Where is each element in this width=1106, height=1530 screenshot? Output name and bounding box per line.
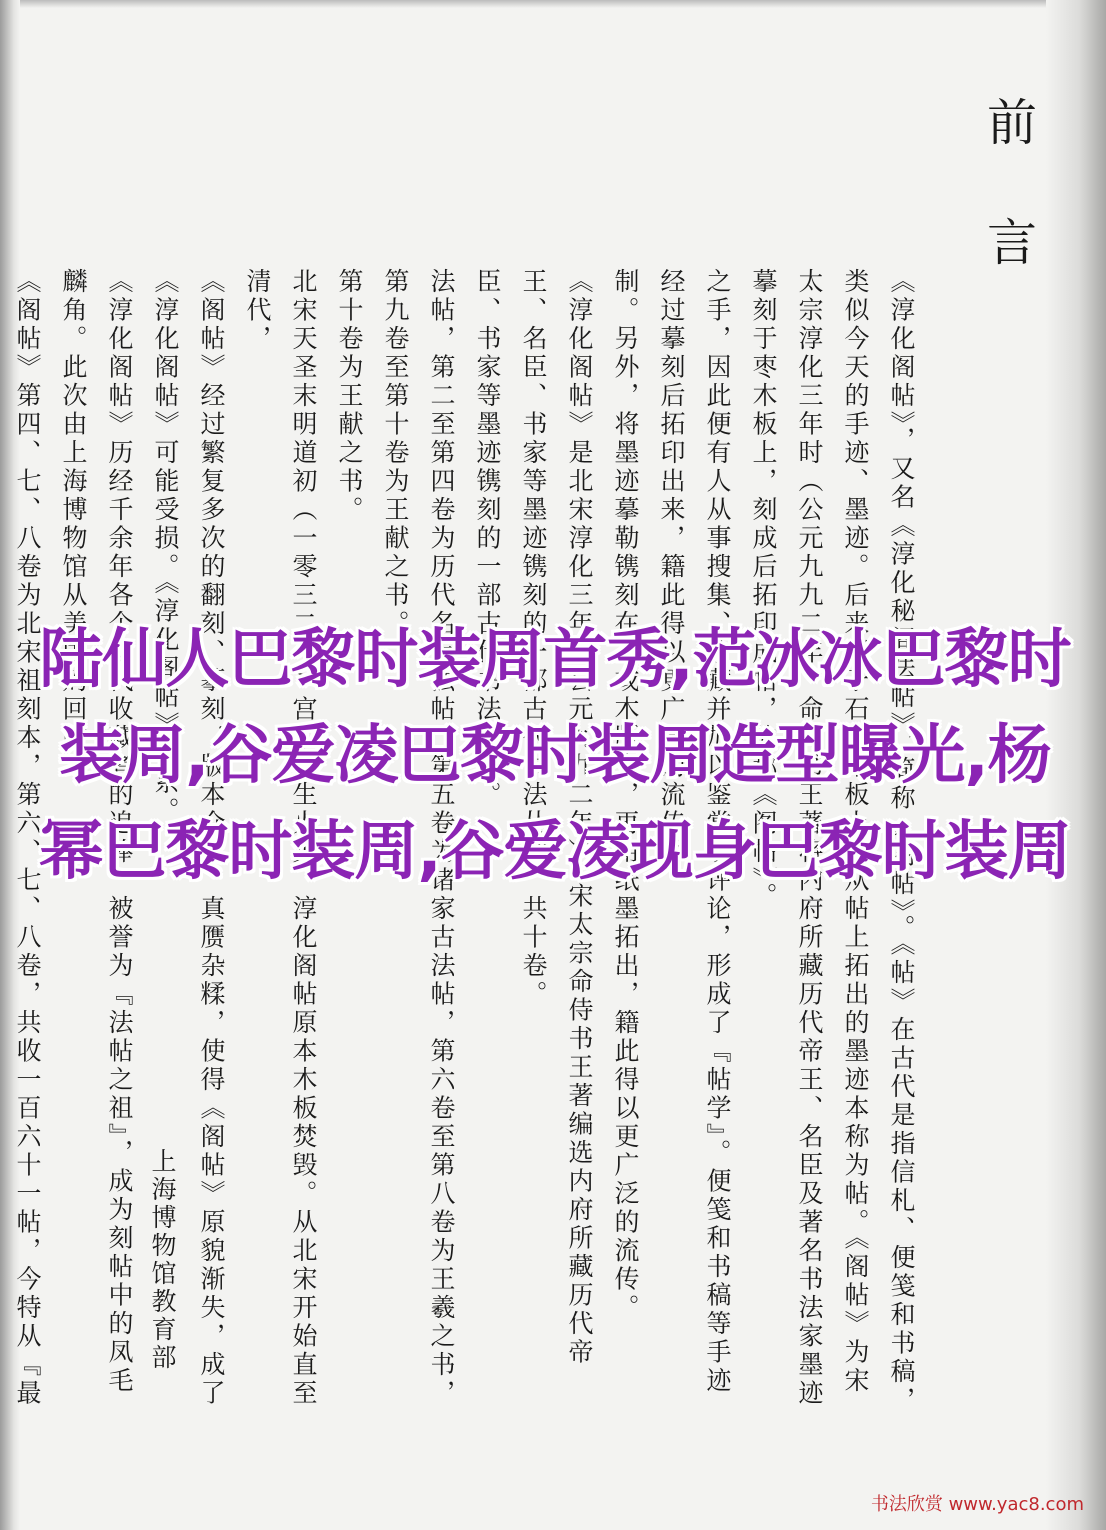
paragraph: 法帖，第二至第四卷为历代名臣法帖，第五卷为诸家古法帖，第六卷至第八卷为王羲之书，第九卷至第十卷为王献之书。 <box>381 268 456 1408</box>
paragraph: 第十卷为王献之书。 <box>335 268 364 525</box>
paragraph: 北宋天圣末明道初（一零三二年）宫中发生火灾，淳化阁帖原本木板焚毁。从北宋开始直至清代， <box>243 268 318 1408</box>
site-watermark: 书法欣赏 www.yac8.com <box>870 1494 1084 1515</box>
paragraph: 之手，因此便有人从事搜集、收藏并加以鉴赏或评论，形成了『帖学』。便笺和书稿等手迹经过摹刻后拓印出来，籍此得以更广泛的流传。 <box>657 268 732 1396</box>
page-heading: 前言 <box>979 96 1037 336</box>
paragraph: 臣、书家等墨迹镌刻的一部古代书法丛帖。 <box>473 268 502 810</box>
paragraph: 《淳化阁帖》历经千余年各个朝代收藏者的追捧，被誉为『法帖之祖』，成为刻帖中的凤毛麟角。此次由上海博物馆从美国购回的 <box>59 268 134 1396</box>
paragraph: 《淳化阁帖》是北宋淳化三年（公元九九二年），宋太宗命侍书王著编选内府所藏历代帝王、名臣、书家等墨迹镌刻的一部古代书法丛帖，共十卷。 <box>519 268 594 1367</box>
paragraph: 制。另外，将墨迹摹勒镌刻在石或木版上，再用纸墨拓出，籍此得以更广泛的流传。 <box>611 268 640 1323</box>
page-edge-top <box>0 0 1106 8</box>
paragraph: 《阁帖》经过繁复多次的翻刻、摹刻，版本众多，真赝杂糅，使得《阁帖》原貌渐失，成了《淳化阁帖》可能受损。《淳化阁帖》谱系。 <box>151 268 226 1408</box>
paragraph: 《淳化阁帖》，又名《淳化秘阁法帖》，简称《阁帖》。《帖》在古代是指信札、便笺和书稿，类似今天的手迹、墨迹。后来刻于石或木板上，从帖上拓出的墨迹本称为帖。《阁帖》为宋太宗淳化三年时（公元九九二年）命侍书王著将内府所藏历代帝王、名臣及著名书法家墨迹摹刻于枣木板上，刻成后拓印成帖，故称《阁帖》。 <box>749 268 916 1415</box>
signature: 上海博物馆教育部 <box>148 1148 177 1372</box>
overlay-headline: 陆仙人巴黎时装周首秀,范冰冰巴黎时装周,谷爱凌巴黎时装周造型曝光,杨幂巴黎时装周,谷爱凌现身巴黎时装周 <box>39 623 1071 889</box>
paragraph: 《阁帖》第四、七、八卷为北宋祖刻本，第六、七、八卷，共收一百六十一帖，今特从『最 <box>13 268 42 1408</box>
